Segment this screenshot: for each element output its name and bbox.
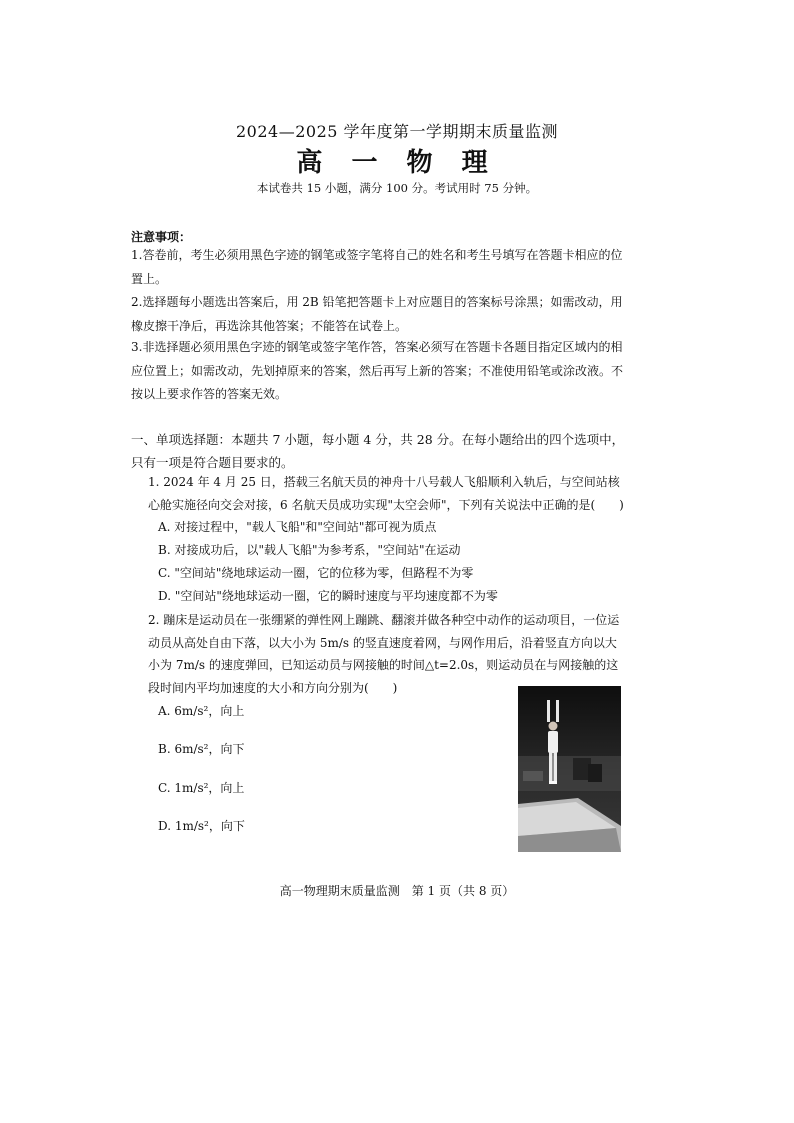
q2-option-b: B. 6m/s²，向下: [158, 742, 245, 756]
note-item: 1.答卷前，考生必须用黑色字迹的钢笔或签字笔将自己的姓名和考生号填写在答题卡相应的位置上。: [131, 248, 623, 286]
q2-option-a: A. 6m/s²，向上: [158, 704, 245, 718]
q2-option-d: D. 1m/s²，向下: [158, 819, 245, 833]
q1-option-b: B. 对接成功后，以"载人飞船"为参考系，"空间站"在运动: [158, 543, 461, 557]
q1-option-a: A. 对接过程中，"载人飞船"和"空间站"都可视为质点: [158, 520, 437, 534]
subject-title: 高 一 物 理: [296, 148, 498, 178]
exam-info: 本试卷共 15 小题，满分 100 分。考试用时 75 分钟。: [256, 181, 538, 195]
q2-option-c: C. 1m/s²，向上: [158, 781, 245, 795]
question-2-stem: 2. 蹦床是运动员在一张绷紧的弹性网上蹦跳、翻滚并做各种空中动作的运动项目，一位运动员从高处自由下落，以大小为 5m/s 的竖直速度着网，与网作用后，沿着竖直方向以大小为 7m/s 的速度弹回，已知运动员与网接触的时间△t=2.0s，则运动员在与网接触的这段时间内平均加速度的大小和方向分别为( ): [148, 613, 620, 695]
exam-title: 2024—2025 学年度第一学期期末质量监测: [235, 122, 559, 141]
notes-heading: 注意事项：: [131, 230, 192, 244]
section-heading: 一、单项选择题：本题共 7 小题，每小题 4 分，共 28 分。在每小题给出的四个选项中，只有一项是符合题目要求的。: [131, 432, 625, 470]
trampoline-athlete-image: [518, 686, 621, 852]
note-item: 2.选择题每小题选出答案后，用 2B 铅笔把答题卡上对应题目的答案标号涂黑；如需改动，用橡皮擦干净后，再选涂其他答案；不能答在试卷上。: [131, 295, 623, 333]
q1-option-d: D. "空间站"绕地球运动一圈，它的瞬时速度与平均速度都不为零: [158, 589, 498, 603]
note-item: 3.非选择题必须用黑色字迹的钢笔或签字笔作答，答案必须写在答题卡各题目指定区域内的相应位置上；如需改动，先划掉原来的答案，然后再写上新的答案；不准使用铅笔或涂改液。不按以上要求作答的答案无效。: [131, 340, 624, 401]
question-1-stem: 1. 2024 年 4 月 25 日，搭载三名航天员的神舟十八号载人飞船顺利入轨后，与空间站核心舱实施径向交会对接，6 名航天员成功实现"太空会师"，下列有关说法中正确的是( ): [148, 475, 624, 512]
q1-option-c: C. "空间站"绕地球运动一圈，它的位移为零，但路程不为零: [158, 566, 474, 580]
page-footer: 高一物理期末质量监测 第 1 页（共 8 页）: [279, 884, 515, 898]
trampoline-photo: [518, 686, 621, 852]
